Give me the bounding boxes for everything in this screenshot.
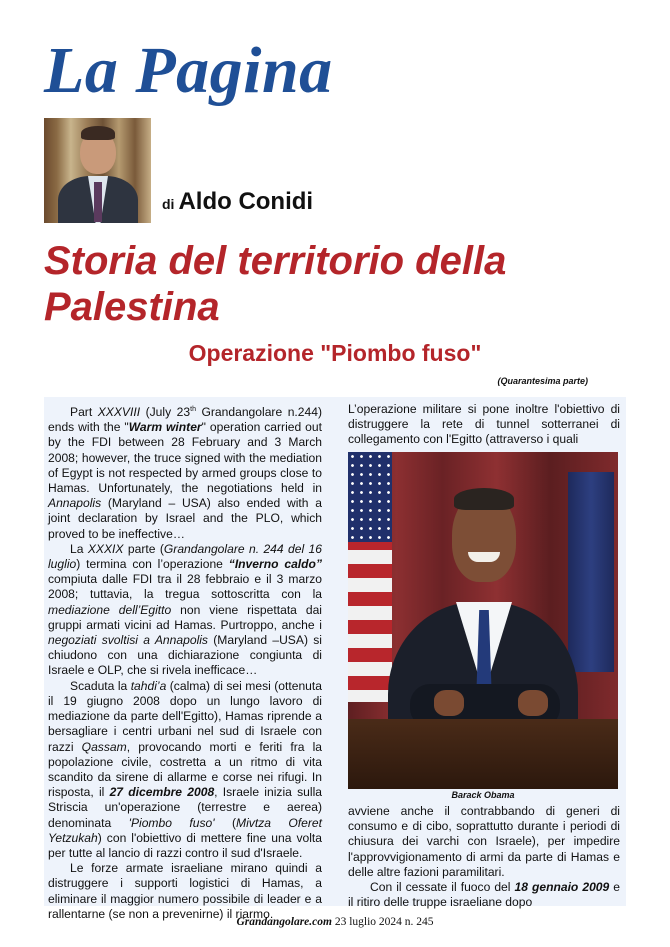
masthead-title: La Pagina (44, 34, 333, 107)
article-column-left (48, 402, 322, 922)
us-flag-image (348, 452, 392, 702)
photo-caption: Barack Obama (451, 790, 515, 800)
byline-prefix: di (162, 196, 175, 212)
article-paragraph: La XXXIX parte (Grandangolare n. 244 del 16 luglio) termina con l’operazione “Inverno caldo” compiuta dalle FDI tra il 28 febbraio e il 3 marzo 2008; tuttavia, la tregua sottoscritta con la mediazione dell’Egitto non viene rispettata dai gruppi armati vicini ad Hamas. Purtroppo, anche i negoziati svoltisi a Annapolis (Maryland –USA) si chiudono con una dichiarazione congiunta di Israele e OLP, che si rivela inefficace… (48, 541, 323, 678)
part-note: (Quarantesima parte) (497, 376, 588, 386)
article-paragraph: L’operazione militare si pone inoltre l'obiettivo di distruggere la rete di tunnel sotterranei di collegamento con l'Egitto (attraverso i quali (348, 402, 620, 447)
presidential-flag-image (568, 472, 614, 672)
article-paragraph: Le forze armate israeliane mirano quindi a distruggere i supporti logistici di Hamas, a eliminare il maggior numero possibile di leader e a rallentarne (se non a prevenirne) il riarmo. (48, 861, 322, 921)
author-byline (162, 188, 313, 216)
author-portrait (44, 118, 151, 223)
article-paragraph: Part XXXVIII (July 23th Grandangolare n.244) ends with the "Warm winter" operation carried out by the FDI between 28 February and 3 March 2008; however, the truce signed with the mediation of Egypt is not respected by armed groups close to Hamas. Unfortunately, the negotiations held in Annapolis (Maryland – USA) also ended with a joint declaration by Israel and the PLO, which proved to be ineffective… (48, 405, 322, 541)
article-paragraph: Con il cessate il fuoco del 18 gennaio 2009 e il ritiro delle truppe israeliane dopo (348, 880, 620, 910)
article-column-right-bottom (348, 804, 620, 910)
footer-site: Grandangolare.com (236, 916, 332, 928)
article-paragraph: avviene anche il contrabbando di generi di consumo e di cibo, soprattutto durante i periodi di chiusura dei varchi con Israele), per impedire l'approvvigionamento di armi da parte di Hamas e delle altre fazioni paramilitari. (348, 804, 620, 879)
barack-obama-photo (348, 452, 618, 789)
author-name: Aldo Conidi (178, 188, 314, 215)
article-column-right-top (348, 402, 620, 448)
article-title: Storia del territorio della Palestina (44, 239, 507, 329)
footer-date: 23 luglio 2024 n. 245 (334, 916, 434, 928)
article-subtitle: Operazione "Piombo fuso" (188, 340, 482, 366)
article-paragraph: Scaduta la tahdi’a (calma) di sei mesi (ottenuta il 19 giugno 2008 dopo un lungo lavoro di mediazione da parte dell'Egitto), Hamas riprende a bersagliare i centri urbani nel sud di Israele con razzi Qassam, provocando morti e feriti fra la popolazione civile, costretta a un ritmo di vita scandito da sirene di allarme e corse nei rifugi. In risposta, il 27 dicembre 2008, Israele inizia sulla Striscia un'operazione (terrestre e aerea) denominata 'Piombo fuso' (Mivtza Oferet Yetzukah) con l'obiettivo di mettere fine una volta per tutte al lancio di razzi contro il sud d'Israele. (48, 678, 323, 860)
page-footer (0, 916, 670, 928)
